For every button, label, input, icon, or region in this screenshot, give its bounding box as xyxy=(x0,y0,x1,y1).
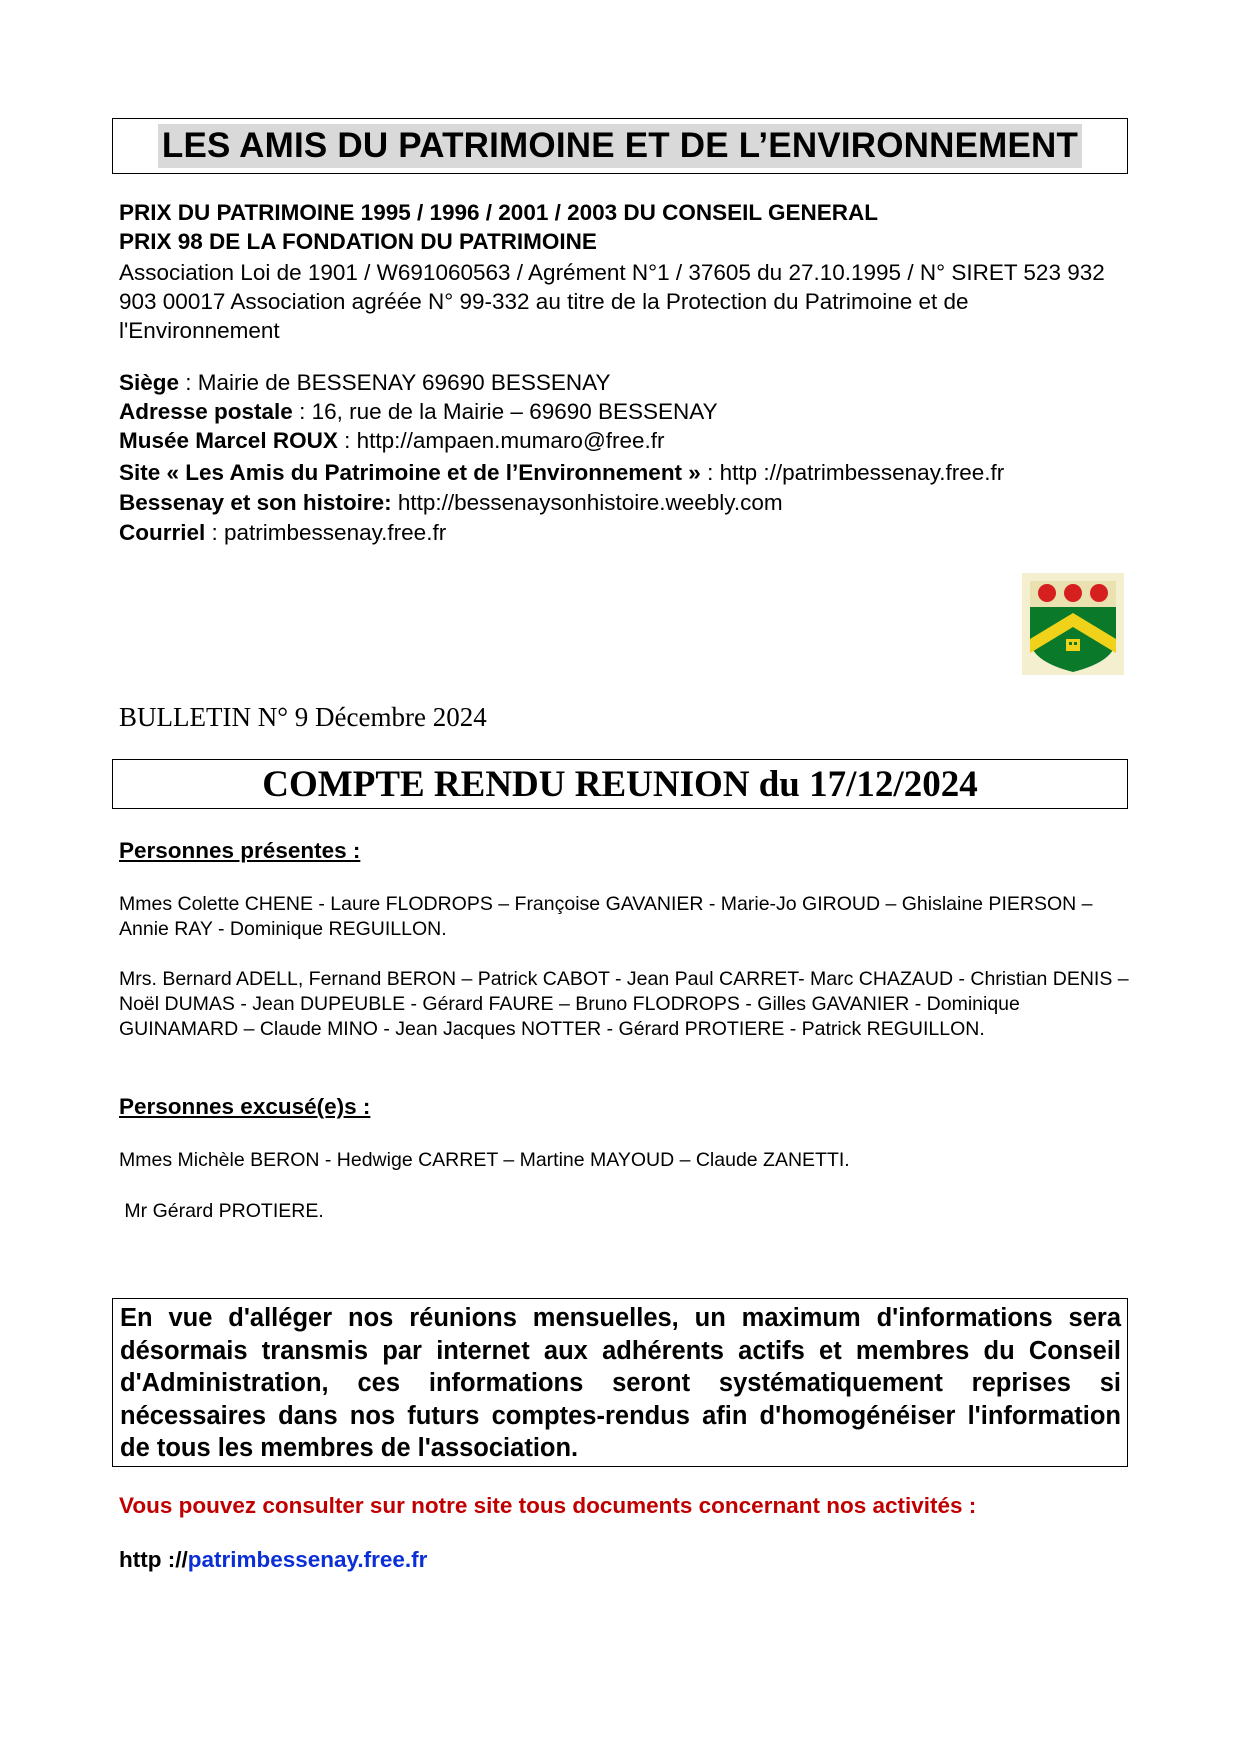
contact-siege xyxy=(119,368,611,397)
footer-url xyxy=(119,1547,427,1573)
report-title-box xyxy=(112,759,1128,809)
musee-label: Musée Marcel ROUX xyxy=(119,428,338,453)
header-title: LES AMIS DU PATRIMOINE ET DE L’ENVIRONNEMENT xyxy=(158,124,1082,168)
contact-musee xyxy=(119,426,665,455)
histoire-link[interactable]: http://bessenaysonhistoire.weebly.com xyxy=(391,490,783,515)
info-notice-text: En vue d'alléger nos réunions mensuelles, un maximum d'informations sera désormais transmis par internet aux adhérents actifs et membres du Conseil d'Administration, ces informations seront systématiquement reprises si nécessaires dans nos futurs comptes-rendus afin d'homogénéiser l'information de tous les membres de l'association. xyxy=(120,1304,1121,1462)
present-heading: Personnes présentes : xyxy=(119,838,361,863)
contact-adresse xyxy=(119,397,718,426)
info-notice-box xyxy=(112,1298,1128,1467)
present-women: Mmes Colette CHENE - Laure FLODROPS – Françoise GAVANIER - Marie-Jo GIROUD – Ghislaine PIERSON – Annie RAY - Dominique REGUILLON. xyxy=(119,893,1093,940)
report-title: COMPTE RENDU REUNION du 17/12/2024 xyxy=(262,763,978,805)
excused-women: Mmes Michèle BERON - Hedwige CARRET – Martine MAYOUD – Claude ZANETTI. xyxy=(119,1149,850,1171)
present-men: Mrs. Bernard ADELL, Fernand BERON – Patrick CABOT - Jean Paul CARRET- Marc CHAZAUD - Christian DENIS – Noël DUMAS - Jean DUPEUBLE - Gérard FAURE – Bruno FLODROPS - Gilles GAVANIER - Dominique GUINAMARD – Claude MINO - Jean Jacques NOTTER - Gérard PROTIERE - Patrick REGUILLON. xyxy=(119,968,1129,1040)
contact-histoire xyxy=(119,488,783,517)
site-label: Site « Les Amis du Patrimoine et de l’Environnement » xyxy=(119,460,701,485)
url-prefix: http :// xyxy=(119,1547,188,1572)
prize-line-2: PRIX 98 DE LA FONDATION DU PATRIMOINE xyxy=(119,229,597,254)
musee-link[interactable]: : http://ampaen.mumaro@free.fr xyxy=(337,428,665,453)
courriel-value[interactable]: : patrimbessenay.free.fr xyxy=(205,520,447,545)
adresse-label: Adresse postale xyxy=(119,399,293,424)
excused-heading: Personnes excusé(e)s : xyxy=(119,1094,371,1119)
contact-courriel xyxy=(119,518,446,547)
siege-value: : Mairie de BESSENAY 69690 BESSENAY xyxy=(179,370,611,395)
coat-of-arms-icon xyxy=(1022,573,1124,675)
excused-men: Mr Gérard PROTIERE. xyxy=(119,1200,324,1222)
site-link[interactable]: : http ://patrimbessenay.free.fr xyxy=(700,460,1005,485)
contact-site xyxy=(119,458,1004,487)
bulletin-number: BULLETIN N° 9 Décembre 2024 xyxy=(119,702,487,732)
siege-label: Siège xyxy=(119,370,180,395)
footer-notice: Vous pouvez consulter sur notre site tous documents concernant nos activités : xyxy=(119,1493,977,1518)
association-text: Association Loi de 1901 / W691060563 / Agrément N°1 / 37605 du 27.10.1995 / N° SIRET 523 932 903 00017 Association agréée N° 99-332 au titre de la Protection du Patrimoine et de l'Environnement xyxy=(119,260,1105,343)
prize-line-1: PRIX DU PATRIMOINE 1995 / 1996 / 2001 / 2003 DU CONSEIL GENERAL xyxy=(119,200,879,225)
histoire-label: Bessenay et son histoire: xyxy=(119,490,392,515)
adresse-value: : 16, rue de la Mairie – 69690 BESSENAY xyxy=(292,399,718,424)
header-title-box xyxy=(112,118,1128,174)
courriel-label: Courriel xyxy=(119,520,206,545)
site-url-link[interactable]: patrimbessenay.free.fr xyxy=(187,1547,428,1572)
